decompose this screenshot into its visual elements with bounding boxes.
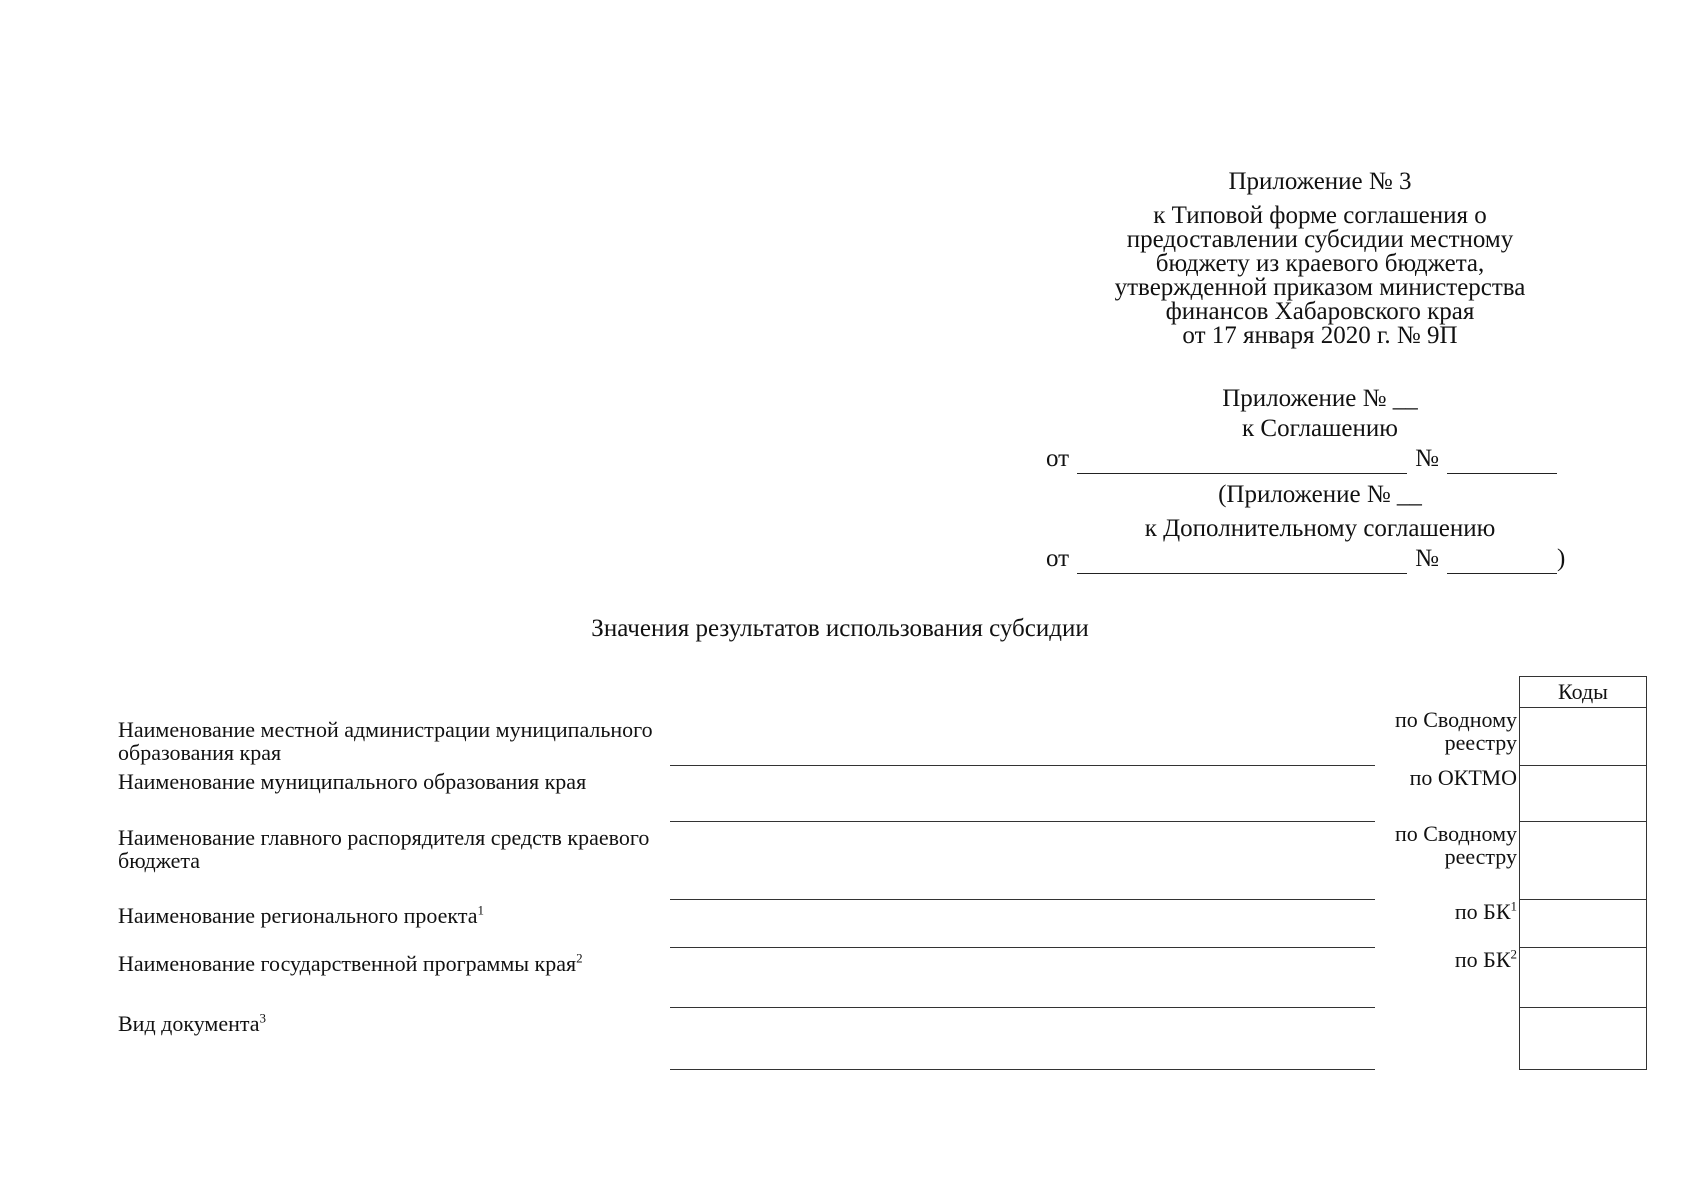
appendix-line: бюджету из краевого бюджета, — [1155, 250, 1485, 277]
agreement-number-field[interactable] — [1447, 451, 1557, 474]
supplementary-date-field[interactable] — [1077, 551, 1407, 574]
form-row — [118, 822, 1647, 900]
code-label: по Сводному реестру — [1394, 706, 1517, 755]
codes-header: Коды — [1520, 677, 1647, 708]
document-title: Значения результатов использования субсидии — [591, 615, 1089, 642]
code-cell[interactable] — [1520, 708, 1647, 766]
form-row — [118, 766, 1647, 822]
agreement-appendix-label: Приложение № __ — [1222, 385, 1418, 412]
document-type-field[interactable] — [670, 1008, 1375, 1070]
appendix-header — [1050, 170, 1590, 348]
code-label — [1375, 1008, 1520, 1070]
appendix-line: к Типовой форме соглашения о — [1153, 202, 1487, 229]
field-label: Вид документа$^3$ — [118, 1010, 267, 1036]
code-cell[interactable] — [1520, 822, 1647, 900]
local-administration-field[interactable] — [670, 708, 1375, 766]
field-label: Наименование главного распорядителя средств краевого бюджета — [118, 824, 650, 873]
regional-project-field[interactable] — [670, 900, 1375, 948]
number-label: № — [1415, 545, 1439, 572]
number-label: № — [1415, 445, 1439, 472]
supplementary-number-field[interactable] — [1447, 551, 1557, 574]
code-label: по $БК^2$ — [1454, 946, 1517, 972]
supplementary-appendix-label: (Приложение № __ — [1218, 481, 1422, 508]
appendix-line: предоставлении субсидии местному — [1126, 226, 1514, 253]
code-cell[interactable] — [1520, 900, 1647, 948]
closing-paren: ) — [1556, 545, 1566, 572]
agreement-reference — [1046, 384, 1590, 574]
municipality-field[interactable] — [670, 766, 1375, 822]
form-row — [118, 900, 1647, 948]
appendix-line: утвержденной приказом министерства — [1114, 274, 1526, 301]
from-label: от — [1046, 545, 1070, 572]
code-cell[interactable] — [1520, 1008, 1647, 1070]
code-label: по $БК^1$ — [1454, 898, 1517, 924]
field-label: Наименование регионального проекта$^1$ — [118, 902, 484, 928]
appendix-line: от 17 января 2020 г. № 9П — [1182, 322, 1458, 349]
from-label: от — [1046, 445, 1070, 472]
state-program-field[interactable] — [670, 948, 1375, 1008]
agreement-date-row — [1046, 444, 1590, 474]
agreement-date-field[interactable] — [1077, 451, 1407, 474]
to-supplementary-label: к Дополнительному соглашению — [1144, 515, 1496, 542]
form-row — [118, 708, 1647, 766]
form-table — [118, 676, 1647, 1070]
budget-manager-field[interactable] — [670, 822, 1375, 900]
appendix-title: Приложение № 3 — [1228, 168, 1412, 195]
field-label: Наименование местной администрации муниципального образования края — [118, 716, 653, 765]
field-label: Наименование государственной программы края$^2$ — [118, 950, 583, 976]
appendix-line: финансов Хабаровского края — [1165, 298, 1475, 325]
form-row — [118, 948, 1647, 1008]
field-label: Наименование муниципального образования края — [118, 768, 587, 794]
to-agreement-label: к Соглашению — [1242, 415, 1398, 442]
code-label: по Сводному реестру — [1394, 820, 1517, 869]
supplementary-date-row — [1046, 544, 1590, 574]
code-cell[interactable] — [1520, 948, 1647, 1008]
code-label: по ОКТМО — [1409, 764, 1517, 790]
code-cell[interactable] — [1520, 766, 1647, 822]
form-row — [118, 1008, 1647, 1070]
